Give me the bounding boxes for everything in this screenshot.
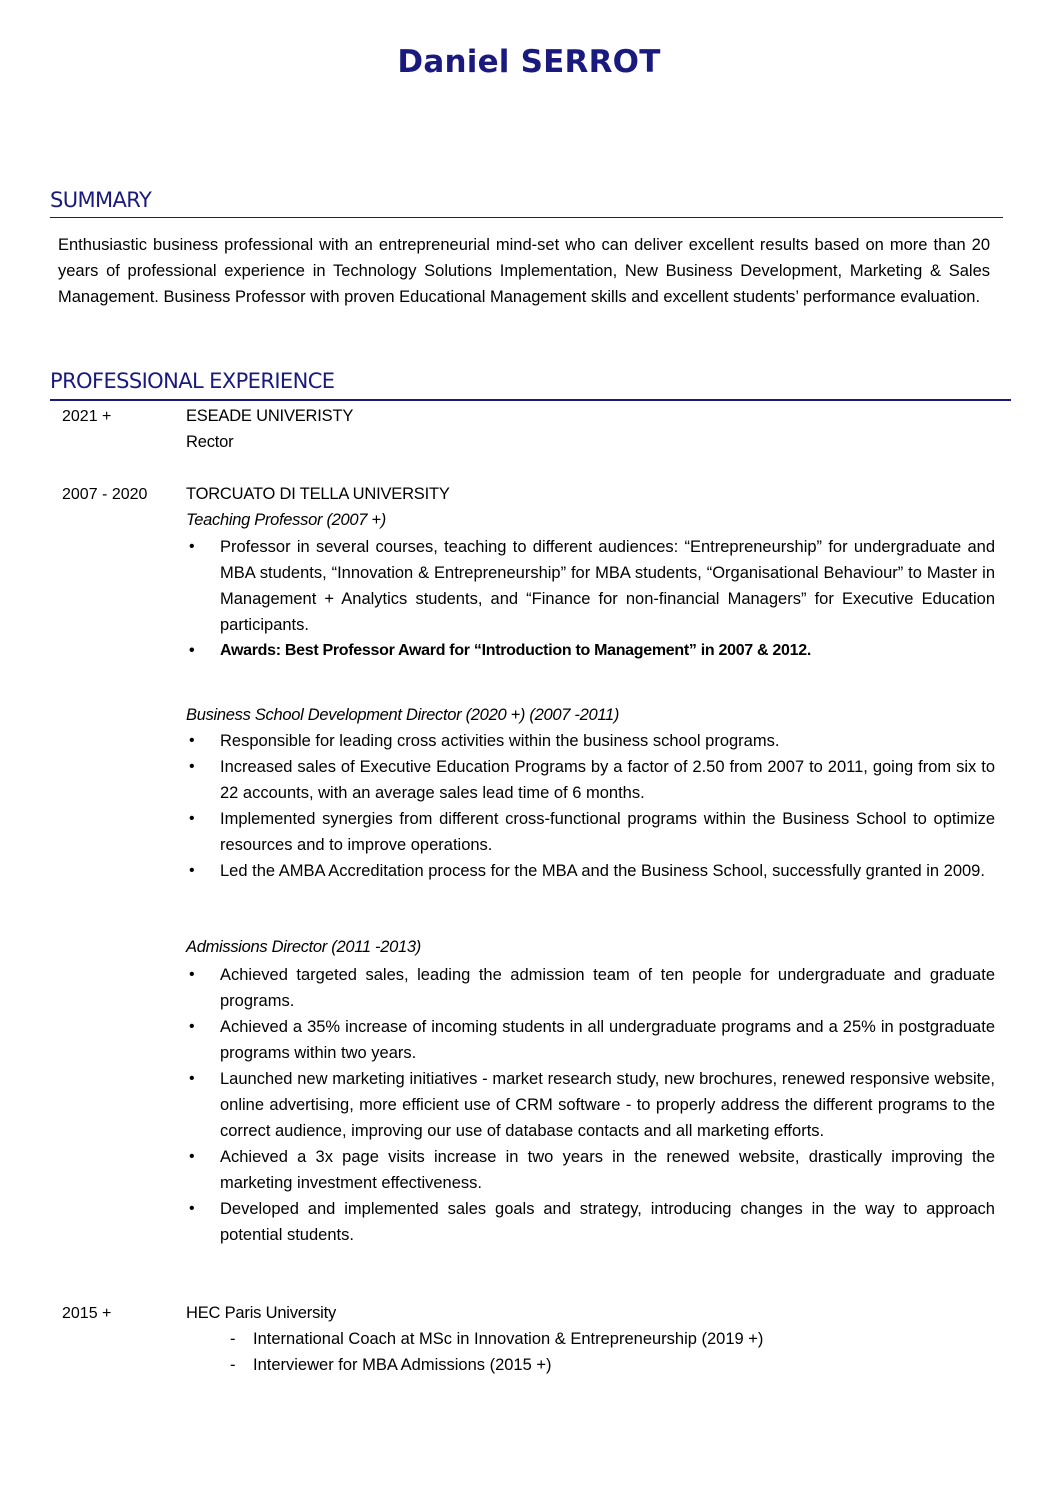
list-item [186, 638, 995, 664]
entry-organization: TORCUATO DI TELLA UNIVERSITY [186, 485, 450, 503]
entry-date: 2015 + [62, 1305, 112, 1322]
experience-rule [50, 399, 1011, 401]
list-item [220, 1352, 763, 1378]
list-item-text: International Coach at MSc in Innovation & Entrepreneurship (2019 +) [253, 1330, 764, 1348]
teaching-bullet-list [186, 534, 995, 664]
list-item [186, 858, 995, 884]
entry-role: Business School Development Director (2020 +) (2007 -2011) [186, 706, 620, 724]
bullet-icon: • [189, 810, 195, 827]
bullet-icon: • [189, 1070, 195, 1087]
list-item-text: Achieved a 3x page visits increase in two years in the renewed website, drastically improving the marketing investment effectiveness. [220, 1148, 995, 1192]
bullet-icon: • [189, 642, 195, 659]
bullet-icon: • [189, 538, 195, 555]
list-item-text: Achieved a 35% increase of incoming students in all undergraduate programs and a 25% in postgraduate programs within two years. [220, 1018, 995, 1062]
list-item [220, 1326, 763, 1352]
development-bullet-list [186, 728, 995, 884]
entry-organization: HEC Paris University [186, 1304, 337, 1322]
bullet-icon: • [189, 862, 195, 879]
admissions-bullet-list [186, 962, 995, 1248]
summary-rule [50, 217, 1003, 218]
list-item-text: Interviewer for MBA Admissions (2015 +) [253, 1356, 552, 1374]
entry-role: Teaching Professor (2007 +) [186, 511, 386, 529]
bullet-icon: • [189, 1018, 195, 1035]
entry-organization: ESEADE UNIVERISTY [186, 407, 354, 425]
entry-date: 2007 - 2020 [62, 486, 148, 503]
list-item [186, 1144, 995, 1196]
bullet-icon: • [189, 732, 195, 749]
list-item-text: Awards: Best Professor Award for “Introduction to Management” in 2007 & 2012. [220, 642, 811, 659]
bullet-icon: • [189, 966, 195, 983]
list-item [186, 1066, 995, 1144]
entry-role: Admissions Director (2011 -2013) [186, 938, 421, 956]
hec-dash-list [220, 1326, 763, 1378]
list-item [186, 1014, 995, 1066]
list-item [186, 962, 995, 1014]
list-item-text: Increased sales of Executive Education Programs by a factor of 2.50 from 2007 to 2011, going from six to 22 accounts, with an average sales lead time of 6 months. [220, 758, 995, 802]
list-item [186, 728, 995, 754]
bullet-icon: • [189, 1148, 195, 1165]
summary-text: Enthusiastic business professional with an entrepreneurial mind-set who can deliver excellent results based on more than 20 years of professional experience in Technology Solutions Implementation, New Business Development, Marketing & Sales Management. Business Professor with proven Educational Management skills and excellent students’ performance evaluation. [58, 236, 990, 306]
list-item-text: Professor in several courses, teaching to different audiences: “Entrepreneurship” for undergraduate and MBA students, “Innovation & Entrepreneurship” for MBA students, “Organisational Behaviour” to Master in Management + Analytics students, and “Finance for non-financial Managers” for Executive Education participants. [220, 538, 995, 634]
list-item [186, 534, 995, 638]
list-item-text: Led the AMBA Accreditation process for the MBA and the Business School, successfully granted in 2009. [220, 862, 985, 880]
list-item [186, 754, 995, 806]
list-item-text: Launched new marketing initiatives - market research study, new brochures, renewed responsive website, online advertising, more efficient use of CRM software - to properly address the different programs to the correct audience, improving our use of database contacts and all marketing efforts. [220, 1070, 995, 1140]
list-item-text: Responsible for leading cross activities within the business school programs. [220, 732, 780, 750]
bullet-icon: • [189, 1200, 195, 1217]
page-title: Daniel SERROT [397, 44, 661, 80]
list-item-text: Implemented synergies from different cross-functional programs within the Business School to optimize resources and to improve operations. [220, 810, 995, 854]
list-item-text: Achieved targeted sales, leading the admission team of ten people for undergraduate and graduate programs. [220, 966, 995, 1010]
list-item [186, 1196, 995, 1248]
dash-icon: - [230, 1330, 236, 1348]
entry-role: Rector [186, 433, 234, 451]
list-item [186, 806, 995, 858]
bullet-icon: • [189, 758, 195, 775]
list-item-text: Developed and implemented sales goals and strategy, introducing changes in the way to approach potential students. [220, 1200, 995, 1244]
dash-icon: - [230, 1356, 236, 1374]
entry-date: 2021 + [62, 408, 112, 425]
summary-heading: SUMMARY [50, 188, 152, 212]
experience-heading: PROFESSIONAL EXPERIENCE [50, 369, 335, 393]
